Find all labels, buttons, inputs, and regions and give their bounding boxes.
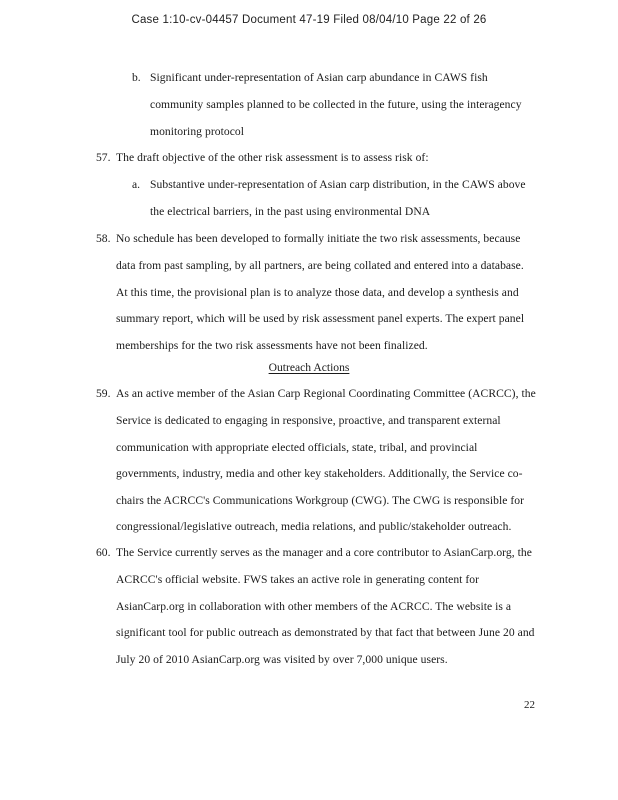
section-heading-text: Outreach Actions (268, 361, 350, 374)
paragraph-59-line-3: communication with appropriate elected officials, state, tribal, and provincial (116, 441, 478, 454)
item-marker-b: b. (132, 71, 141, 84)
paragraph-60-line-1: The Service currently serves as the manager and a core contributor to AsianCarp.org, the (116, 546, 532, 559)
paragraph-59-line-5: chairs the ACRCC's Communications Workgroup (CWG). The CWG is responsible for (116, 494, 525, 507)
paragraph-59-line-6: congressional/legislative outreach, media relations, and public/stakeholder outreach. (116, 520, 512, 533)
item-b-line-3: monitoring protocol (150, 125, 245, 138)
item-a-line-2: the electrical barriers, in the past using environmental DNA (150, 205, 431, 218)
paragraph-60-line-4: significant tool for public outreach as demonstrated by that fact that between June 20 and (116, 626, 535, 639)
item-marker-a: a. (132, 178, 141, 191)
item-b-line-1: Significant under-representation of Asian carp abundance in CAWS fish (150, 71, 488, 84)
paragraph-58-line-5: memberships for the two risk assessments have not been finalized. (116, 339, 428, 352)
paragraph-58-line-3: At this time, the provisional plan is to analyze those data, and develop a synthesis and (116, 286, 519, 299)
paragraph-57-line-1: The draft objective of the other risk assessment is to assess risk of: (116, 151, 429, 164)
paragraph-59-line-4: governments, industry, media and other key stakeholders. Additionally, the Service co- (116, 467, 523, 480)
paragraph-60-line-5: July 20 of 2010 AsianCarp.org was visited by over 7,000 unique users. (116, 653, 448, 666)
paragraph-58-line-4: summary report, which will be used by risk assessment panel experts. The expert panel (116, 312, 525, 325)
paragraph-number-58: 58. (96, 232, 111, 245)
section-heading (0, 361, 618, 375)
case-header: Case 1:10-cv-04457 Document 47-19 Filed 08/04/10 Page 22 of 26 (131, 14, 487, 26)
paragraph-60-line-3: AsianCarp.org in collaboration with other members of the ACRCC. The website is a (116, 600, 512, 613)
item-b-line-2: community samples planned to be collected in the future, using the interagency (150, 98, 522, 111)
paragraph-58-line-2: data from past sampling, by all partners, are being collated and entered into a database. (116, 259, 524, 272)
paragraph-number-59: 59. (96, 387, 111, 400)
paragraph-number-60: 60. (96, 546, 111, 559)
paragraph-60-line-2: ACRCC's official website. FWS takes an active role in generating content for (116, 573, 480, 586)
item-a-line-1: Substantive under-representation of Asian carp distribution, in the CAWS above (150, 178, 526, 191)
paragraph-number-57: 57. (96, 151, 111, 164)
page-number: 22 (524, 699, 535, 711)
paragraph-58-line-1: No schedule has been developed to formally initiate the two risk assessments, because (116, 232, 521, 245)
paragraph-59-line-1: As an active member of the Asian Carp Regional Coordinating Committee (ACRCC), the (116, 387, 536, 400)
paragraph-59-line-2: Service is dedicated to engaging in responsive, proactive, and transparent external (116, 414, 501, 427)
